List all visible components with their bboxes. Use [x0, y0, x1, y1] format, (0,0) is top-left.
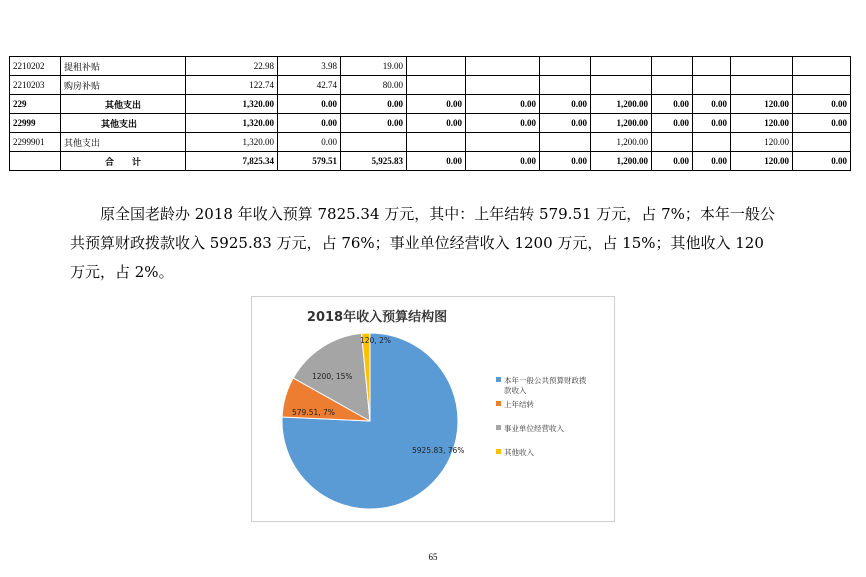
row-code: 2210203	[10, 76, 61, 95]
pie-chart-svg	[252, 297, 614, 521]
row-value	[466, 57, 540, 76]
row-value: 0.00	[540, 114, 591, 133]
row-value	[652, 76, 693, 95]
legend-swatch	[496, 449, 501, 454]
summary-line-2: 共预算财政拨款收入 5925.83 万元，占 76%；事业单位经营收入 1200 万元，占 15%；其他收入 120	[70, 234, 764, 252]
row-value	[540, 76, 591, 95]
row-name: 购房补贴	[61, 76, 186, 95]
row-value	[731, 57, 793, 76]
row-value: 120.00	[731, 114, 793, 133]
row-code: 229	[10, 95, 61, 114]
row-value: 0.00	[407, 152, 466, 171]
row-value: 0.00	[793, 95, 851, 114]
row-value: 22.98	[186, 57, 278, 76]
row-value: 0.00	[652, 152, 693, 171]
page-number: 65	[428, 552, 438, 562]
row-name: 其他支出	[61, 133, 186, 152]
row-value: 42.74	[278, 76, 341, 95]
row-value	[652, 133, 693, 152]
row-name: 提租补贴	[61, 57, 186, 76]
row-value: 0.00	[793, 114, 851, 133]
row-value	[540, 133, 591, 152]
row-value	[693, 133, 731, 152]
row-code	[10, 152, 61, 171]
row-value: 0.00	[693, 152, 731, 171]
slice-data-label: 579.51, 7%	[292, 408, 335, 417]
chart-legend	[496, 375, 587, 457]
row-value: 5,925.83	[341, 152, 407, 171]
row-value	[341, 133, 407, 152]
row-value: 1,200.00	[591, 114, 652, 133]
row-value	[407, 133, 466, 152]
row-value: 1,320.00	[186, 114, 278, 133]
row-value	[731, 76, 793, 95]
table-row	[10, 57, 851, 76]
row-value: 579.51	[278, 152, 341, 171]
row-value: 0.00	[793, 152, 851, 171]
row-value	[793, 57, 851, 76]
row-value: 0.00	[693, 114, 731, 133]
row-value	[591, 57, 652, 76]
legend-label: 事业单位经营收入	[504, 424, 564, 433]
legend-label: 上年结转	[504, 400, 534, 409]
row-value: 122.74	[186, 76, 278, 95]
row-value: 1,320.00	[186, 95, 278, 114]
row-value: 0.00	[278, 95, 341, 114]
row-name: 合 计	[61, 152, 186, 171]
row-value	[407, 57, 466, 76]
slice-data-label: 5925.83, 76%	[412, 446, 465, 455]
row-value	[407, 76, 466, 95]
table-row	[10, 76, 851, 95]
row-value: 1,320.00	[186, 133, 278, 152]
row-value	[693, 57, 731, 76]
row-value	[540, 57, 591, 76]
table-row	[10, 152, 851, 171]
income-summary-paragraph	[70, 200, 810, 287]
table-row	[10, 133, 851, 152]
row-value: 1,200.00	[591, 95, 652, 114]
row-value: 0.00	[693, 95, 731, 114]
row-value: 0.00	[407, 95, 466, 114]
row-value: 120.00	[731, 133, 793, 152]
row-value: 0.00	[652, 95, 693, 114]
row-code: 22999	[10, 114, 61, 133]
income-structure-chart	[251, 296, 615, 522]
row-value: 0.00	[652, 114, 693, 133]
row-name: 其他支出	[61, 95, 186, 114]
row-value: 0.00	[341, 95, 407, 114]
row-value: 80.00	[341, 76, 407, 95]
chart-title: 2018年收入预算结构图	[306, 310, 448, 325]
row-value: 0.00	[466, 95, 540, 114]
legend-swatch	[496, 425, 501, 430]
row-value	[652, 57, 693, 76]
table-row	[10, 114, 851, 133]
table-row	[10, 95, 851, 114]
summary-line-3: 万元，占 2%。	[70, 263, 174, 281]
legend-swatch	[496, 401, 501, 406]
row-name: 其他支出	[61, 114, 186, 133]
pie-slices	[282, 333, 458, 509]
legend-swatch	[496, 377, 501, 382]
row-value	[793, 76, 851, 95]
row-value: 0.00	[540, 152, 591, 171]
budget-table	[9, 56, 851, 171]
row-value: 120.00	[731, 152, 793, 171]
row-value: 0.00	[466, 152, 540, 171]
row-value: 0.00	[278, 133, 341, 152]
legend-label: 本年一般公共预算财政拨	[504, 376, 587, 385]
row-value	[693, 76, 731, 95]
row-value: 120.00	[731, 95, 793, 114]
row-value	[591, 76, 652, 95]
row-value: 0.00	[341, 114, 407, 133]
row-value: 0.00	[540, 95, 591, 114]
legend-label-continued: 款收入	[504, 386, 527, 395]
budget-table-body	[10, 57, 851, 171]
row-code: 2299901	[10, 133, 61, 152]
row-code: 2210202	[10, 57, 61, 76]
row-value: 3.98	[278, 57, 341, 76]
row-value: 0.00	[407, 114, 466, 133]
row-value: 1,200.00	[591, 133, 652, 152]
row-value: 0.00	[278, 114, 341, 133]
summary-line-1: 原全国老龄办 2018 年收入预算 7825.34 万元，其中：上年结转 579.51 万元，占 7%；本年一般公	[100, 205, 775, 223]
slice-data-label: 1200, 15%	[312, 372, 353, 381]
row-value: 0.00	[466, 114, 540, 133]
row-value: 19.00	[341, 57, 407, 76]
legend-label: 其他收入	[504, 448, 534, 457]
slice-data-label: 120, 2%	[360, 336, 391, 345]
row-value	[466, 133, 540, 152]
row-value	[466, 76, 540, 95]
row-value: 7,825.34	[186, 152, 278, 171]
row-value: 1,200.00	[591, 152, 652, 171]
row-value	[793, 133, 851, 152]
